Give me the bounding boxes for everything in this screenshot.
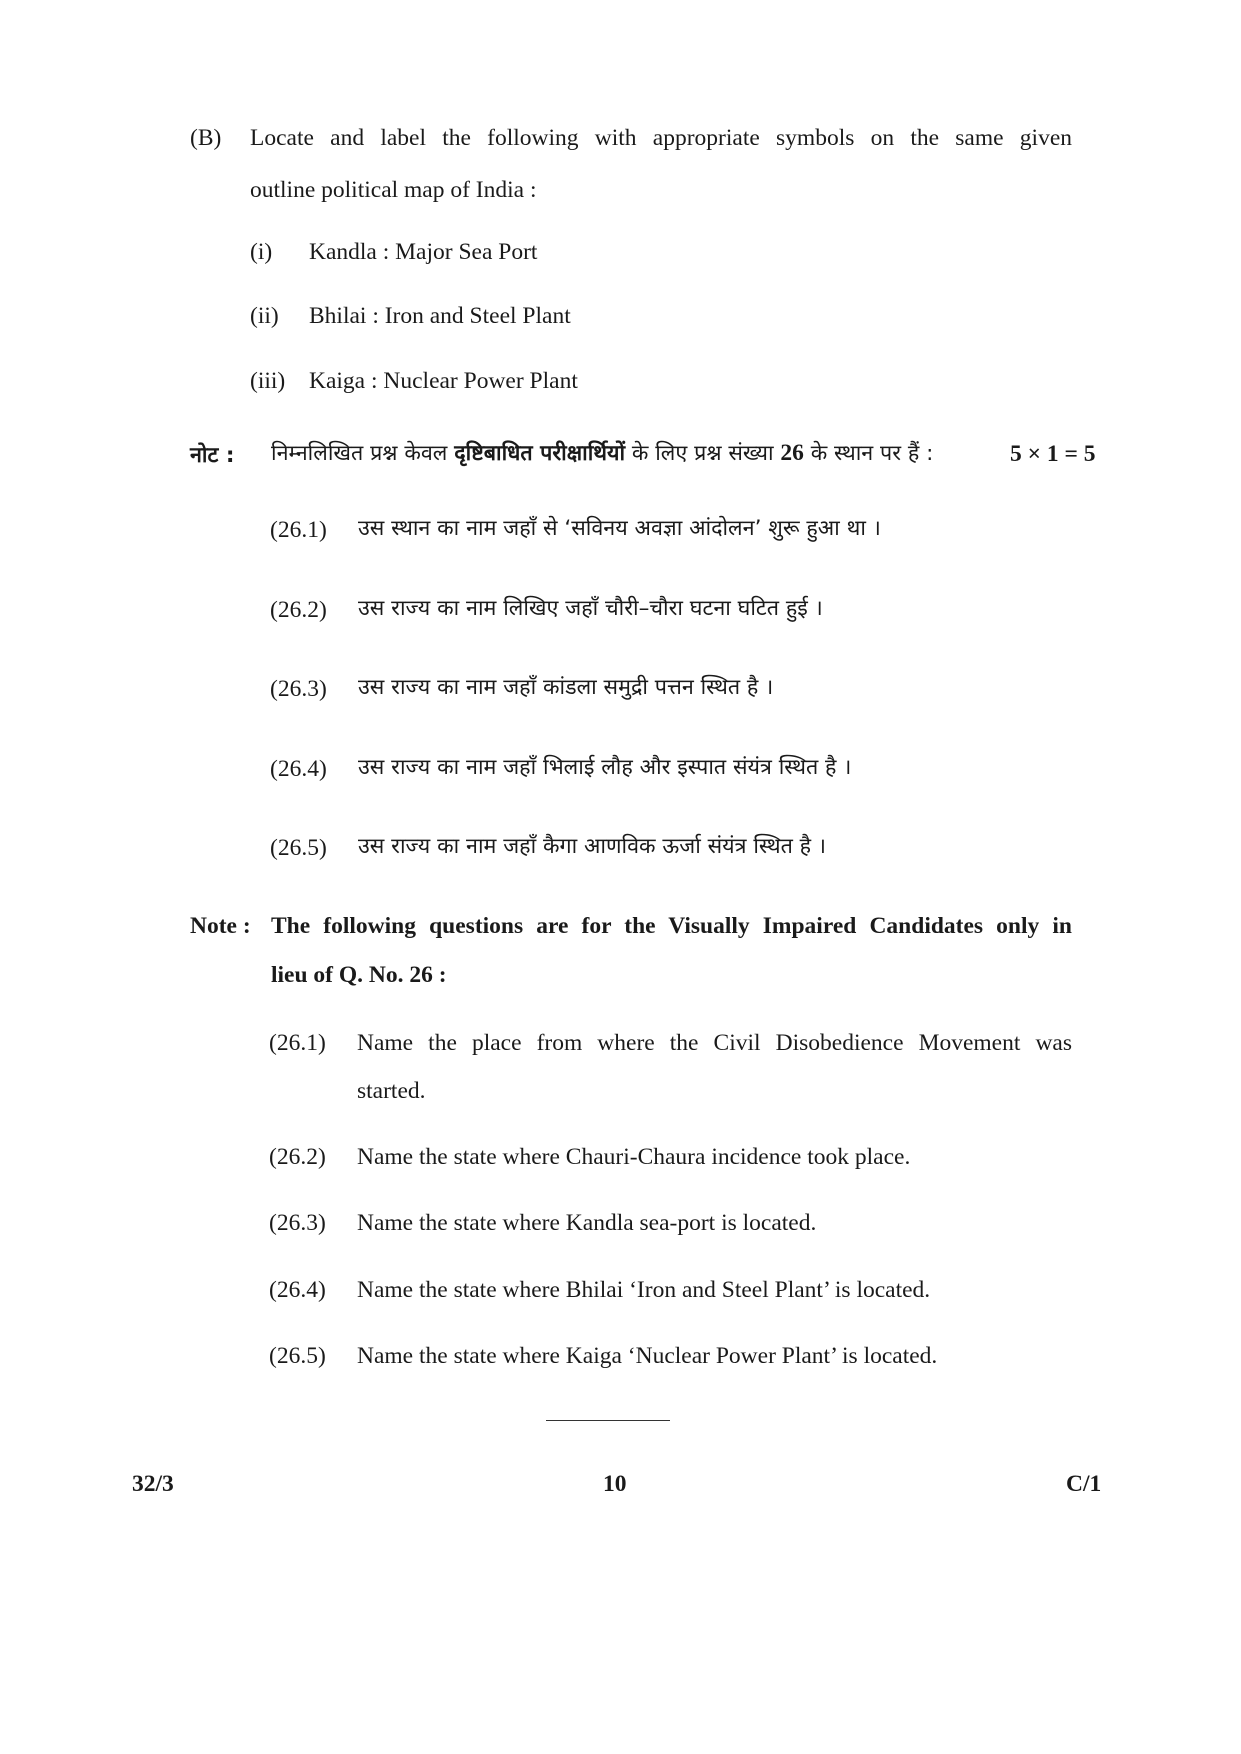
part-b-item-num: (ii) bbox=[250, 303, 279, 329]
hindi-note-text-after: के लिए प्रश्न संख्या bbox=[625, 441, 781, 466]
part-b-item-num: (i) bbox=[250, 239, 273, 265]
hindi-question-num: (26.2) bbox=[270, 597, 327, 623]
part-b-instruction-line1: Locate and label the following with appropriate symbols on the same given bbox=[250, 125, 1072, 151]
english-question-text: Name the state where Chauri-Chaura incidence took place. bbox=[357, 1144, 911, 1170]
english-question-text-line1: Name the place from where the Civil Disobedience Movement was bbox=[357, 1030, 1072, 1056]
hindi-question-text: उस स्थान का नाम जहाँ से ‘सविनय अवज्ञा आंदोलन’ शुरू हुआ था । bbox=[358, 516, 881, 541]
hindi-note-text-bold: दृष्टिबाधित परीक्षार्थियों bbox=[454, 441, 626, 466]
hindi-question-text: उस राज्य का नाम लिखिए जहाँ चौरी–चौरा घटना घटित हुई । bbox=[358, 596, 823, 621]
hindi-note-qnum: 26 bbox=[780, 440, 804, 466]
part-b-item-text: Kandla : Major Sea Port bbox=[309, 239, 538, 265]
hindi-note-text-before: निम्नलिखित प्रश्न केवल bbox=[271, 441, 455, 466]
english-note-label: Note : bbox=[190, 913, 251, 939]
part-b-item-text: Bhilai : Iron and Steel Plant bbox=[309, 303, 571, 329]
english-question-num: (26.2) bbox=[269, 1144, 326, 1170]
english-note-line2: lieu of Q. No. 26 : bbox=[271, 962, 447, 988]
hindi-note-text bbox=[271, 438, 933, 467]
hindi-question-num: (26.5) bbox=[270, 835, 327, 861]
hindi-question-num: (26.1) bbox=[270, 517, 327, 543]
english-question-num: (26.5) bbox=[269, 1343, 326, 1369]
part-b-marker: (B) bbox=[190, 125, 222, 151]
part-b-instruction-line2: outline political map of India : bbox=[250, 177, 537, 203]
english-note-line1: The following questions are for the Visually Impaired Candidates only in bbox=[271, 913, 1072, 939]
hindi-note-marks: 5 × 1 = 5 bbox=[1010, 441, 1096, 467]
end-of-questions-rule bbox=[546, 1420, 670, 1421]
footer-paper-code: 32/3 bbox=[132, 1471, 174, 1497]
hindi-question-text: उस राज्य का नाम जहाँ भिलाई लौह और इस्पात संयंत्र स्थित है । bbox=[358, 755, 852, 780]
english-question-text: Name the state where Kaiga ‘Nuclear Power Plant’ is located. bbox=[357, 1343, 938, 1369]
english-question-text: Name the state where Bhilai ‘Iron and Steel Plant’ is located. bbox=[357, 1277, 931, 1303]
hindi-note-label: नोट : bbox=[190, 443, 235, 468]
english-question-num: (26.1) bbox=[269, 1030, 326, 1056]
hindi-note-text-end: के स्थान पर हैं : bbox=[803, 441, 934, 466]
part-b-item-num: (iii) bbox=[250, 368, 286, 394]
hindi-question-num: (26.3) bbox=[270, 676, 327, 702]
hindi-question-text: उस राज्य का नाम जहाँ कैगा आणविक ऊर्जा संयंत्र स्थित है । bbox=[358, 834, 827, 859]
footer-page-number: 10 bbox=[603, 1471, 627, 1497]
footer-set-code: C/1 bbox=[1066, 1471, 1102, 1497]
english-question-num: (26.4) bbox=[269, 1277, 326, 1303]
hindi-question-text: उस राज्य का नाम जहाँ कांडला समुद्री पत्तन स्थित है । bbox=[358, 675, 774, 700]
hindi-question-num: (26.4) bbox=[270, 756, 327, 782]
english-question-text: Name the state where Kandla sea-port is located. bbox=[357, 1210, 817, 1236]
english-question-text-line2: started. bbox=[357, 1078, 426, 1104]
english-question-num: (26.3) bbox=[269, 1210, 326, 1236]
part-b-item-text: Kaiga : Nuclear Power Plant bbox=[309, 368, 578, 394]
